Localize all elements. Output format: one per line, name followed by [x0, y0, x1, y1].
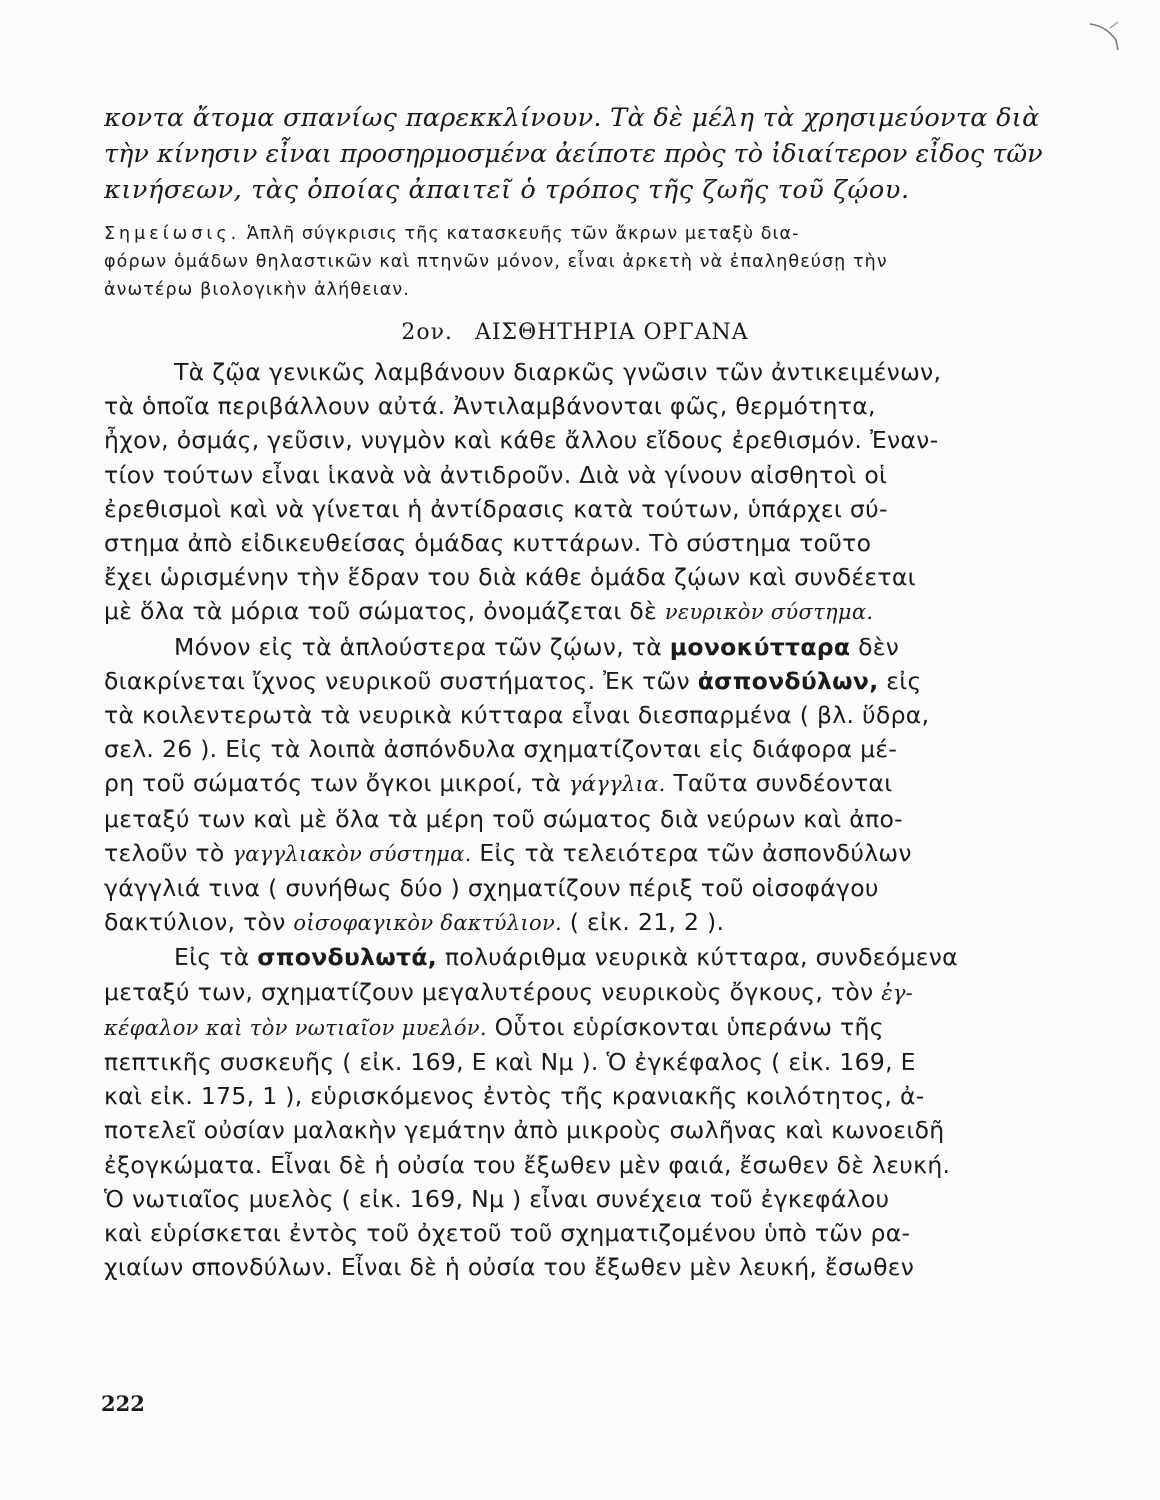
note-label: Σημείωσις.: [104, 224, 241, 244]
body-text-run: εἰς: [886, 666, 922, 695]
body-line: σελ. 26 ). Εἰς τὰ λοιπὰ ἀσπόνδυλα σχηματίζονται εἰς διάφορα μέ-: [104, 735, 898, 764]
section-number: 2ον.: [401, 320, 453, 345]
body-text-run: Εἰς τὰ τελειότερα τῶν ἀσπονδύλων: [479, 838, 912, 867]
body-line: χιαίων σπονδύλων. Εἶναι δὲ ἡ οὐσία του ἔξωθεν μὲν λευκή, ἔσωθεν: [104, 1253, 915, 1282]
body-text-run: μὲ ὅλα τὰ μόρια τοῦ σώματος, ὀνομάζεται δὲ: [104, 597, 658, 626]
corner-pencil-mark: [1088, 14, 1128, 54]
body-line: ἦχον, ὀσμάς, γεῦσιν, νυγμὸν καὶ κάθε ἄλλου εἴδους ἐρεθισμόν. Ἐναν-: [104, 426, 939, 455]
italic-term: νευρικὸν σύστημα.: [664, 600, 874, 625]
body-line: [104, 664, 1046, 698]
note-text: Ἁπλῆ σύγκρισις τῆς κατασκευῆς τῶν ἄκρων μεταξὺ δια-: [246, 224, 800, 244]
body-line: [104, 630, 1046, 664]
body-line: Ὁ νωτιαῖος μυελὸς ( εἰκ. 169, Νμ ) εἶναι συνέχεια τοῦ ἐγκεφάλου: [104, 1184, 890, 1213]
body-line: μεταξύ των καὶ μὲ ὅλα τὰ μέρη τοῦ σώματος διὰ νεύρων καὶ ἀπο-: [104, 804, 903, 833]
body-line: [104, 975, 1046, 1010]
book-page: [104, 100, 1046, 1284]
section-title: ΑΙΣΘΗΤΗΡΙΑ ΟΡΓΑΝΑ: [474, 320, 749, 345]
note-line: [104, 220, 1046, 248]
body-text-run: πολυάριθμα νευρικὰ κύτταρα, συνδεόμενα: [444, 943, 958, 972]
body-line: ποτελεῖ οὐσίαν μαλακὴν γεμάτην ἀπὸ μικροὺς σωλῆνας καὶ κωνοειδῆ: [104, 1116, 945, 1145]
body-text-run: Οὗτοι εὑρίσκονται ὑπεράνω τῆς: [494, 1012, 884, 1041]
body-text-run: δακτύλιον, τὸν: [104, 908, 286, 937]
bold-term: μονοκύτταρα: [669, 632, 851, 661]
body-text-run: μεταξύ των, σχηματίζουν μεγαλυτέρους νευρικοὺς ὄγκους, τὸν: [104, 977, 874, 1006]
page-number: 222: [101, 1391, 145, 1416]
italic-term: γαγγλιακὸν σύστημα.: [232, 841, 472, 866]
note-line: φόρων ὁμάδων θηλαστικῶν καὶ πτηνῶν μόνον, εἶναι ἀρκετὴ νὰ ἐπαληθεύσῃ τὴν: [104, 252, 888, 272]
body-line: τίον τούτων εἶναι ἱκανὰ νὰ ἀντιδροῦν. Διὰ νὰ γίνουν αἰσθητοὶ οἱ: [104, 460, 888, 489]
body-text: [104, 355, 1046, 1284]
body-line: τὰ κοιλεντερωτὰ τὰ νευρικὰ κύτταρα εἶναι διεσπαρμένα ( βλ. ὕδρα,: [104, 701, 930, 730]
body-line: τὰ ὁποῖα περιβάλλουν αὐτά. Ἀντιλαμβάνονται φῶς, θερμότητα,: [104, 392, 876, 421]
bold-term: σπονδυλωτά,: [257, 943, 438, 972]
body-line: Τὰ ζῷα γενικῶς λαμβάνουν διαρκῶς γνῶσιν τῶν ἀντικειμένων,: [174, 358, 942, 386]
italic-term: οἰσοφαγικὸν δακτύλιον.: [293, 911, 562, 936]
body-line: [104, 1010, 1046, 1045]
italic-term: ἐγ-: [881, 980, 914, 1005]
body-line: καὶ εἰκ. 175, 1 ), εὑρισκόμενος ἐντὸς τῆς κρανιακῆς κοιλότητος, ἀ-: [104, 1082, 925, 1111]
body-text-run: ( εἰκ. 21, 2 ).: [569, 908, 725, 937]
body-line: καὶ εὑρίσκεται ἐντὸς τοῦ ὀχετοῦ τοῦ σχηματιζομένου ὑπὸ τῶν ρα-: [104, 1219, 911, 1248]
body-text-run: δὲν: [858, 632, 900, 661]
body-text-run: Ταῦτα συνδέονται: [673, 769, 893, 798]
intro-line: κινήσεων, τὰς ὁποίας ἀπαιτεῖ ὁ τρόπος τῆς ζωῆς τοῦ ζῴου.: [104, 175, 910, 205]
body-text-run: τελοῦν τὸ: [104, 838, 225, 867]
body-line: [104, 766, 1046, 801]
body-line: ἐρεθισμοὶ καὶ νὰ γίνεται ἡ ἀντίδρασις κατὰ τούτων, ὑπάρχει σύ-: [104, 494, 888, 523]
intro-paragraph: [104, 100, 1046, 208]
intro-line: κοντα ἄτομα σπανίως παρεκκλίνουν. Τὰ δὲ μέλη τὰ χρησιμεύοντα διὰ: [104, 103, 1040, 133]
body-line: πεπτικῆς συσκευῆς ( εἰκ. 169, Ε καὶ Νμ ). Ὁ ἐγκέφαλος ( εἰκ. 169, Ε: [104, 1048, 916, 1077]
body-line: στημα ἀπὸ εἰδικευθείσας ὁμάδας κυττάρων. Τὸ σύστημα τοῦτο: [104, 529, 872, 558]
body-line: ἔχει ὡρισμένην τὴν ἕδραν του διὰ κάθε ὁμάδα ζῴων καὶ συνδέεται: [104, 563, 916, 592]
body-text-run: Εἰς τὰ: [174, 943, 250, 972]
bold-term: ἀσπονδύλων,: [697, 666, 879, 695]
body-line: [104, 836, 1046, 871]
body-line: ἐξογκώματα. Εἶναι δὲ ἡ οὐσία του ἔξωθεν μὲν φαιά, ἔσωθεν δὲ λευκή.: [104, 1150, 951, 1179]
intro-line: τὴν κίνησιν εἶναι προσηρμοσμένα ἀείποτε πρὸς τὸ ἰδιαίτερον εἶδος τῶν: [104, 139, 1043, 169]
section-heading: [104, 320, 1046, 345]
italic-term: γάγγλια.: [568, 772, 666, 797]
note-block: [104, 220, 1046, 304]
italic-term: κέφαλον καὶ τὸν νωτιαῖον μυελόν.: [104, 1015, 487, 1040]
body-line: [104, 594, 1046, 629]
body-line: γάγγλιά τινα ( συνήθως δύο ) σχηματίζουν πέριξ τοῦ οἰσοφάγου: [104, 874, 879, 903]
body-text-run: ρη τοῦ σώματός των ὄγκοι μικροί, τὰ: [104, 769, 562, 798]
note-line: ἀνωτέρω βιολογικὴν ἀλήθειαν.: [104, 280, 410, 300]
body-text-run: Μόνον εἰς τὰ ἁπλούστερα τῶν ζῴων, τὰ: [174, 632, 662, 661]
body-line: [104, 905, 1046, 940]
body-text-run: διακρίνεται ἴχνος νευρικοῦ συστήματος. Ἐκ τῶν: [104, 666, 690, 695]
body-line: [104, 940, 1046, 974]
